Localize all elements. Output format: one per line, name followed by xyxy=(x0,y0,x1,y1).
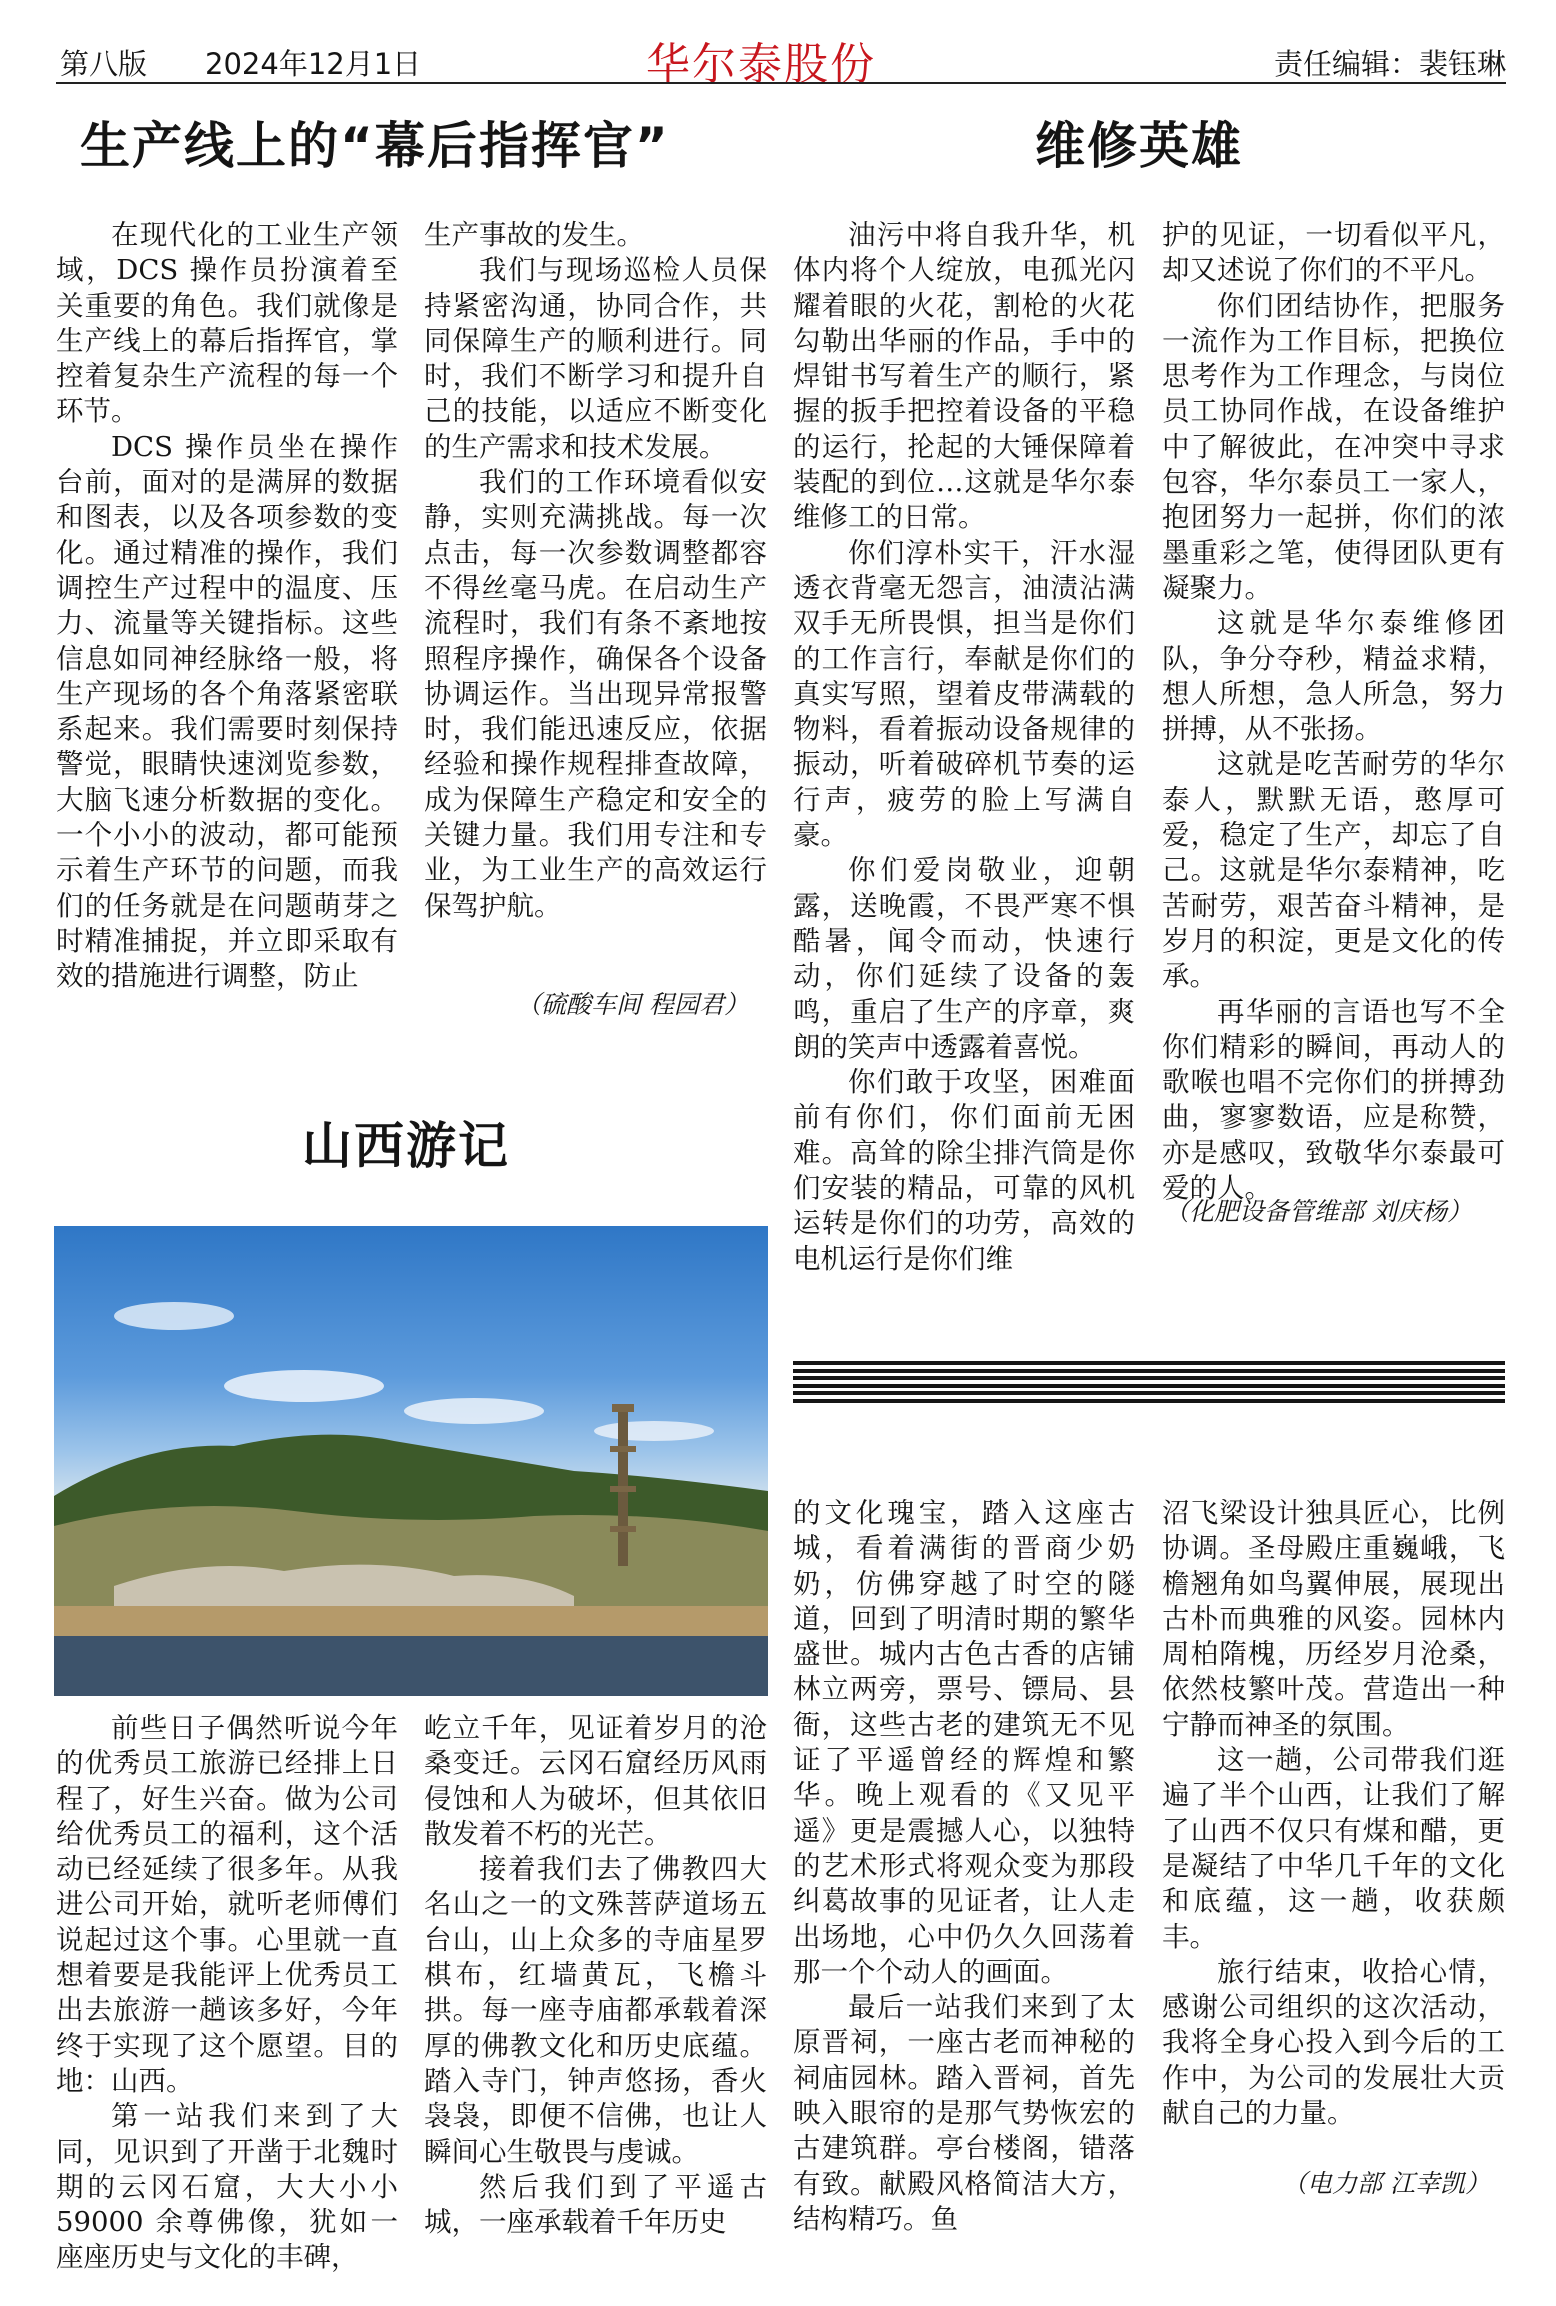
article1-paragraph: 我们与现场巡检人员保持紧密沟通，协同合作，共同保障生产的顺利进行。同时，我们不断学习和提升自己的技能，以适应不断变化的生产需求和技术发展。 xyxy=(424,254,767,463)
article3-paragraph: 屹立千年，见证着岁月的沧桑变迁。云冈石窟经历风雨侵蚀和人为破坏，但其依旧散发着不朽的光芒。 xyxy=(424,1712,767,1850)
travel-landscape-photo xyxy=(54,1226,768,1696)
article2-column-2 xyxy=(1162,218,1505,1206)
article3-paragraph: 旅行结束，收拾心情，感谢公司组织的这次活动，我将全身心投入到今后的工作中，为公司的发展壮大贡献自己的力量。 xyxy=(1162,1955,1505,2130)
article2-paragraph: 这就是华尔泰维修团队，争分夺秒，精益求精，想人所想，急人所急，努力拼搏，从不张扬。 xyxy=(1162,607,1505,746)
article1-paragraph: 我们的工作环境看似安静，实则充满挑战。每一次点击，每一次参数调整都容不得丝毫马虎。在启动生产流程时，我们有条不紊地按照程序操作，确保各个设备协调运作。当出现异常报警时，我们能迅速反应，依据经验和操作规程排查故障，成为保障生产稳定和安全的关键力量。我们用专注和专业，为工业生产的高效运行保驾护航。 xyxy=(424,466,767,922)
article3-column-2 xyxy=(424,1711,767,2240)
article3-column-4 xyxy=(1162,1496,1505,2131)
header-rule xyxy=(56,82,1506,84)
article-headline-repair-heroes: 维修英雄 xyxy=(1035,117,1243,175)
article1-paragraph: 在现代化的工业生产领域，DCS 操作员扮演着至关重要的角色。我们就像是生产线上的幕后指挥官，掌控着复杂生产流程的每一个环节。 xyxy=(56,219,398,428)
issue-date: 2024年12月1日 xyxy=(205,47,422,81)
article-headline-shanxi-travel: 山西游记 xyxy=(302,1117,510,1175)
article2-paragraph: 你们淳朴实干，汗水湿透衣背毫无怨言，油渍沾满双手无所畏惧，担当是你们的工作言行，奉献是你们的真实写照，望着皮带满载的物料，看着振动设备规律的振动，听着破碎机节奏的运行声，疲劳的脸上写满自豪。 xyxy=(793,536,1135,852)
article-headline-production-line: 生产线上的“幕后指挥官” xyxy=(80,117,670,175)
article1-paragraph: 生产事故的发生。 xyxy=(424,219,644,251)
article3-paragraph: 第一站我们来到了大同，见识到了开凿于北魏时期的云冈石窟，大大小小 59000 余尊佛像，犹如一座座历史与文化的丰碑， xyxy=(56,2100,398,2274)
article2-paragraph: 你们爱岗敬业，迎朝露，送晚霞，不畏严寒不惧酷暑，闻令而动，快速行动，你们延续了设备的轰鸣，重启了生产的序章，爽朗的笑声中透露着喜悦。 xyxy=(793,854,1135,1063)
edition-info xyxy=(60,42,479,83)
article3-paragraph: 接着我们去了佛教四大名山之一的文殊菩萨道场五台山，山上众多的寺庙星罗棋布，红墙黄瓦，飞檐斗拱。每一座寺庙都承载着深厚的佛教文化和历史底蕴。踏入寺门，钟声悠扬，香火袅袅，即便不信佛，也让人瞬间心生敬畏与虔诚。 xyxy=(424,1853,767,2168)
responsible-editor: 责任编辑：裴钰琳 xyxy=(1273,47,1506,81)
edition-number: 第八版 xyxy=(60,47,148,81)
article3-byline: （电力部 江幸凯） xyxy=(1282,2169,1490,2198)
article3-paragraph: 然后我们到了平遥古城，一座承载着千年历史 xyxy=(424,2170,767,2239)
article3-paragraph: 的文化瑰宝，踏入这座古城，看着满街的晋商少奶奶，仿佛穿越了时空的隧道，回到了明清时期的繁华盛世。城内古色古香的店铺林立两旁，票号、镖局、县衙，这些古老的建筑无不见证了平遥曾经的辉煌和繁华。晚上观看的《又见平遥》更是震撼人心，以独特的艺术形式将观众变为那段纠葛故事的见证者，让人走出场地，心中仍久久回荡着那一个个动人的画面。 xyxy=(793,1497,1135,1988)
article2-paragraph: 再华丽的言语也写不全你们精彩的瞬间，再动人的歌喉也唱不完你们的拼搏劲曲，寥寥数语，应是称赞，亦是感叹，致敬华尔泰最可爱的人。 xyxy=(1162,995,1505,1205)
article3-paragraph: 这一趟，公司带我们逛遍了半个山西，让我们了解了山西不仅只有煤和醋，更是凝结了中华几千年的文化和底蕴，这一趟，收获颇丰。 xyxy=(1162,1744,1505,1953)
newspaper-masthead: 华尔泰股份 xyxy=(646,39,876,90)
article2-paragraph: 护的见证，一切看似平凡，却又述说了你们的不平凡。 xyxy=(1162,219,1505,287)
article2-column-1 xyxy=(793,218,1135,1277)
article2-paragraph: 你们敢于攻坚，困难面前有你们，你们面前无困难。高耸的除尘排汽筒是你们安装的精品，可靠的风机运转是你们的功劳，高效的电机运行是你们维 xyxy=(793,1066,1135,1275)
article2-byline: （化肥设备管维部 刘庆杨） xyxy=(1164,1197,1472,1226)
article2-paragraph: 你们团结协作，把服务一流作为工作目标，把换位思考作为工作理念，与岗位员工协同作战，在设备维护中了解彼此，在冲突中寻求包容，华尔泰员工一家人，抱团努力一起拼，你们的浓墨重彩之笔，使得团队更有凝聚力。 xyxy=(1162,289,1505,604)
article2-paragraph: 这就是吃苦耐劳的华尔泰人，默默无语，憨厚可爱，稳定了生产，却忘了自己。这就是华尔泰精神，吃苦耐劳，艰苦奋斗精神，是岁月的积淀，更是文化的传承。 xyxy=(1162,748,1505,993)
section-divider-rules xyxy=(793,1361,1505,1403)
article3-column-3 xyxy=(793,1496,1135,2237)
article3-paragraph: 最后一站我们来到了太原晋祠，一座古老而神秘的祠庙园林。踏入晋祠，首先映入眼帘的是那气势恢宏的古建筑群。亭台楼阁，错落有致。献殿风格简洁大方，结构精巧。鱼 xyxy=(793,1991,1135,2235)
article3-paragraph: 沼飞梁设计独具匠心，比例协调。圣母殿庄重巍峨，飞檐翘角如鸟翼伸展，展现出古朴而典雅的风姿。园林内周柏隋槐，历经岁月沧桑，依然枝繁叶茂。营造出一种宁静而神圣的氛围。 xyxy=(1162,1497,1505,1741)
article1-column-2 xyxy=(424,218,767,924)
article3-paragraph: 前些日子偶然听说今年的优秀员工旅游已经排上日程了，好生兴奋。做为公司给优秀员工的福利，这个活动已经延续了很多年。从我进公司开始，就听老师傅们说起过这个事。心里就一直想着要是我能评上优秀员工出去旅游一趟该多好，今年终于实现了这个愿望。目的地：山西。 xyxy=(56,1712,398,2097)
article2-paragraph: 油污中将自我升华，机体内将个人绽放，电孤光闪耀着眼的火花，割枪的火花勾勒出华丽的作品，手中的焊钳书写着生产的顺行，紧握的扳手把控着设备的平稳的运行，抡起的大锤保障着装配的到位…这就是华尔泰维修工的日常。 xyxy=(793,219,1135,534)
page-header xyxy=(56,28,1506,90)
article3-column-1 xyxy=(56,1711,398,2276)
article1-column-1 xyxy=(56,218,398,995)
article1-paragraph: DCS 操作员坐在操作台前，面对的是满屏的数据和图表，以及各项参数的变化。通过精准的操作，我们调控生产过程中的温度、压力、流量等关键指标。这些信息如同神经脉络一般，将生产现场的各个角落紧密联系起来。我们需要时刻保持警觉，眼睛快速浏览参数，大脑飞速分析数据的变化。一个小小的波动，都可能预示着生产环节的问题，而我们的任务就是在问题萌芽之时精准捕捉，并立即采取有效的措施进行调整，防止 xyxy=(56,430,398,993)
article1-byline: （硫酸车间 程园君） xyxy=(516,990,749,1019)
